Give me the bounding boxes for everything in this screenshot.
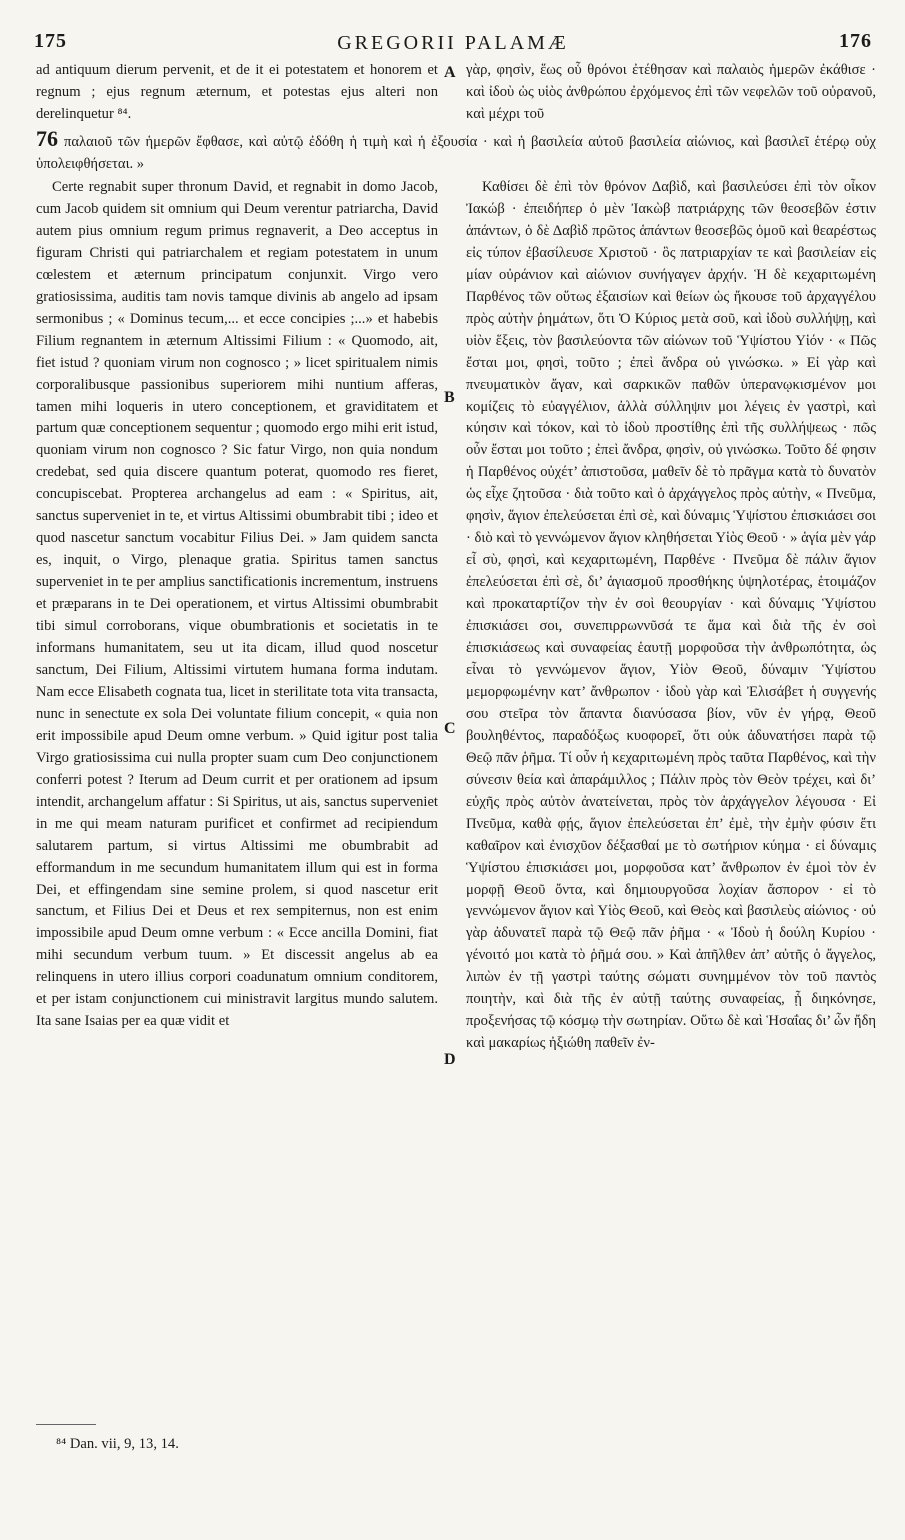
greek-column bbox=[466, 177, 876, 1055]
footnote-divider bbox=[36, 1424, 96, 1425]
margin-marker-a: A bbox=[444, 64, 456, 81]
running-title: GREGORII PALAMÆ bbox=[337, 32, 569, 54]
margin-marker-b: B bbox=[444, 389, 455, 406]
latin-column bbox=[36, 177, 438, 1033]
margin-marker-c: C bbox=[444, 720, 456, 737]
footnote: ⁸⁴ Dan. vii, 9, 13, 14. bbox=[56, 1436, 179, 1452]
margin-marker-d: D bbox=[444, 1051, 456, 1068]
column-number: 76 bbox=[36, 126, 58, 151]
page-number-left: 175 bbox=[34, 30, 67, 52]
spanning-greek-text: παλαιοῦ τῶν ἡμερῶν ἔφθασε, καὶ αὐτῷ ἐδόθη ἡ τιμὴ καὶ ἡ ἐξουσία · καὶ ἡ βασιλεία αὐτοῦ βασιλεία αἰώνιος, καὶ βασιλεῖ ἑτέρῳ οὐχ ὑπολειφθήσεται. » bbox=[36, 134, 876, 172]
greek-top-paragraph: γὰρ, φησὶν, ἕως οὗ θρόνοι ἐτέθησαν καὶ παλαιὸς ἡμερῶν ἐκάθισε · καὶ ἰδοὺ ὡς υἱὸς ἀνθρώπου ἐρχόμενος ἐπὶ τῶν νεφελῶν τοῦ οὐρανοῦ, καὶ μέχρι τοῦ bbox=[466, 62, 876, 122]
latin-paragraph: Certe regnabit super thronum David, et regnabit in domo Jacob, cum Jacob quidem sit omnium qui Deum verentur patriarcha, David autem pius omnium regum primus regnaverit, a Deo acceptus in figuram Christi qui patriarchalem et regiam potestatem in unum cœlestem et æternum principatum conjunxit. Virgo vero gratiosissima, auditis tam novis tamque divinis ab angelo ad ipsam sermonibus ; « Dominus tecum,... et ecce concipies ;...» et habebis Filium regnantem in æternum Altissimi Filium : « Quomodo, ait, fiet istud ? quoniam virum non cognosco ; » licet spiritualem nimis corporalibusque passionibus superiorem mihi nuntium afferas, tamen mihi loqueris in utero conceptionem, et graviditatem et partum quæ conceptionem sequentur ; quomodo ergo mihi erit istud, quoniam virum non cognosco ? Sic fatur Virgo, non quia nondum credebat, sed quia discere quantum poterat, quomodo res fieret, concupiscebat. Propterea archangelus ad eam : « Spiritus, ait, sanctus superveniet in te, et virtus Altissimi obumbrabit tibi ; ideo et quod nascetur sanctum vocabitur Filius Dei. » Jam quidem sancta es, inquit, o Virgo, plenaque gratia. Spiritus tamen sanctus superveniet in te per amplius sanctificationis incrementum, instruens et præparans in te Dei operationem, et virtus Altissimi obumbrabit tibi simul corroborans, vique obumbrationis et societatis in te informans humanitatem, seu ut ita dicam, illud quod noscetur sanctum, Dei Filium, Altissimi virtutem humana forma indutam. Nam ecce Elisabeth cognata tua, licet in sterilitate tota vita transacta, nunc in senectute ex sola Dei voluntate filium concepit, « quia non erit impossibile apud Deum omne verbum. » Quid igitur post talia Virgo gratiosissima cui nulla propter suam cum Deo conjunctionem conferri potest ? Iterum ad Deum currit et per orationem ad ipsum intendit, archangelum affatur : Si Spiritus, ut ais, sanctus superveniet in me qui meam naturam purificet et confirmet ad recipiendum salutarem partum, si virtus Altissimi me obumbrabit ad efformandum in me secundum humanitatem illum qui est in forma Dei, et effingendam sine semine prolem, si quod nascetur erit sanctum, et Filius Dei et Deus et rex sempiternus, non est enim impossibile apud Deum omne verbum : « Ecce ancilla Domini, fiat mihi secundum verbum tuum. » Et discessit angelus ab ea relinquens in utero illius corpori coadunatum omnium conditorem, et per istam conjunctionem cui ministravit largitus mundo salutem. Ita sane Isaias per ea quæ vidit et bbox=[36, 179, 438, 1030]
page-header bbox=[34, 30, 872, 56]
page-number-right: 176 bbox=[839, 30, 872, 52]
greek-column-top bbox=[466, 60, 876, 126]
greek-paragraph: Καθίσει δὲ ἐπὶ τὸν θρόνον Δαβὶδ, καὶ βασιλεύσει ἐπὶ τὸν οἶκον Ἰακώβ · ἐπειδήπερ ὁ μὲν Ἰακὼβ πατριάρχης τῶν θεοσεβῶν ἐστιν ἁπάντων, ὁ δὲ Δαβὶδ πρῶτος ἁπάντων θεοσεβῶς ὁμοῦ καὶ θεαρέστως εἰς τύπον ἐβασίλευσε Χριστοῦ · ὃς πατριαρχίαν τε καὶ βασιλείαν εἰς μίαν οὐράνιον καὶ αἰώνιον συνήγαγεν ἀρχήν. Ἡ δὲ κεχαριτωμένη Παρθένος τῶν οὕτως ἐξαισίων καὶ θείων ὡς ἤκουσε τοῦ ἀρχαγγέλου πρὸς αὐτὴν ῥημάτων, ὅτι Ὁ Κύριος μετὰ σοῦ, καὶ ἰδοὺ συλλήψῃ, καὶ υἱὸν ἕξεις, τὸν βασιλεύοντα τῶν αἰώνων τοῦ Ὑψίστου Υἱόν · « Πῶς ἔσται μοι, φησὶ, τοῦτο ; ἐπεὶ ἄνδρα οὐ γινώσκω. » Εἰ γὰρ καὶ πνευματικὸν ἄγαν, καὶ σαρκικῶν παθῶν ὑπερανῳκισμένον μοι κομίζεις τὸ εὐαγγέλιον, ἀλλὰ σύλληψιν μοι λέγεις ἐν γαστρὶ, καὶ κύησιν καὶ τόκον, καὶ τὸ ἰδοὺ προστίθης ἐπὶ τῆς συλλήψεως · πῶς οὖν ἔσται μοι τοῦτο ; ἐπεὶ ἄνδρα, φησὶν, οὐ γινώσκω. Τοῦτο δέ φησιν ἡ Παρθένος οὐχέτ’ ἀπιστοῦσα, μαθεῖν δὲ τὸ πρᾶγμα κατὰ τὸ δυνατὸν ὡς εἶχε ζητοῦσα · διὰ τοῦτο καὶ ὁ ἀρχάγγελος πρὸς αὐτὴν, « Πνεῦμα, φησὶν, ἅγιον ἐπελεύσεται ἐπὶ σὲ, καὶ δύναμις Ὑψίστου ἐπισκιάσει σοι · διὸ καὶ τὸ γεννώμενον ἅγιον κληθήσεται Υἱὸς Θεοῦ · » ἁγία μὲν γάρ εἶ σὺ, φησὶ, καὶ κεχαριτωμένη, Παρθένε · Πνεῦμα δὲ πάλιν ἅγιον ἐπελεύσεται ἐπὶ σὲ, δι’ ἁγιασμοῦ προσθήκης ὑψηλοτέρας, ἑτοιμάζον καὶ προκαταρτίζον τὴν ἐν σοὶ θεουργίαν · καὶ δύναμις Ὑψίστου ἐπισκιάσει σοι, συνεπιρρωννῦσά τε ἅμα καὶ διὰ τῆς ἐν σοὶ ἐπισκιάσεως καὶ συναφείας ἑαυτῇ μορφοῦσα τὴν ἀνθρωπότητα, ὡς εἶναι τὸ γεννώμενον ἅγιον, Υἱὸν Θεοῦ, δύναμιν Ὑψίστου μεμορφωμένην κατ’ ἄνθρωπον · ἰδοὺ γὰρ καὶ Ἐλισάβετ ἡ συγγενής σου στεῖρα τὸν ἅπαντα διανύσασα βίον, νῦν ἐν γήρᾳ, Θεοῦ βουληθέντος, παραδόξως κυοφορεῖ, ὅτι οὐκ ἀδυνατήσει παρὰ τῷ Θεῷ πᾶν ῥῆμα. Τί οὖν ἡ κεχαριτωμένη πρὸς ταῦτα Παρθένος, καὶ τὴν σύνεσιν θεία καὶ ἀπαράμιλλος ; Πάλιν πρὸς τὸν Θεὸν τρέχει, καὶ δι’ εὐχῆς πρὸς αὐτὸν ἀνατείνεται, πρὸς τὸν ἀρχάγγελον λέγουσα · Εἰ Πνεῦμα, καθὰ φῄς, ἅγιον ἐπελεύσεται ἐπ’ ἐμὲ, τὴν ἐμὴν φύσιν ἔτι καθαῖρον καὶ ἐνισχῦον δέξασθαί με τὸ σωτήριον κύημα · εἰ δύναμις Ὑψίστου ἐπισκιάσει μοι, μορφοῦσα κατ’ ἄνθρωπον ἐν ἐμοὶ τὸν ἐν μορφῇ Θεοῦ ὄντα, καὶ δημιουργοῦσα λοχίαν ἄσπορον · εἰ τὸ γεννώμενον ἅγιον καὶ Υἱὸς Θεοῦ, καὶ Θεὸς καὶ βασιλεὺς αἰώνιος · οὐ γὰρ ἀδυνατεῖ παρὰ τῷ Θεῷ πᾶν ῥῆμα · « Ἰδοὺ ἡ δούλη Κυρίου · γένοιτό μοι κατὰ τὸ ῥῆμά σου. » Καὶ ἀπῆλθεν ἀπ’ αὐτῆς ὁ ἄγγελος, λιπὼν ἐν τῇ γαστρὶ ταύτης σώματι συνημμένον τὸν τοῦ παντὸς ποιητὴν, καὶ διὰ τῆς ἐν αὐτῇ ταύτης συναφείας, ᾗ διηκόνησε, προξενήσας τῷ κόσμῳ τὴν σωτηρίαν. Οὕτω δὲ καὶ Ἡσαΐας δι’ ὧν ἤδη καὶ μακαρίως ἠξιώθη παθεῖν ἐν- bbox=[466, 179, 876, 1052]
spanning-greek-line bbox=[36, 128, 876, 176]
latin-top-paragraph: ad antiquum dierum pervenit, et de it ei potestatem et honorem et regnum ; ejus regnum æternum, et potestas ejus alteri non derelinquetur ⁸⁴. bbox=[36, 62, 438, 122]
latin-column-top bbox=[36, 60, 438, 126]
